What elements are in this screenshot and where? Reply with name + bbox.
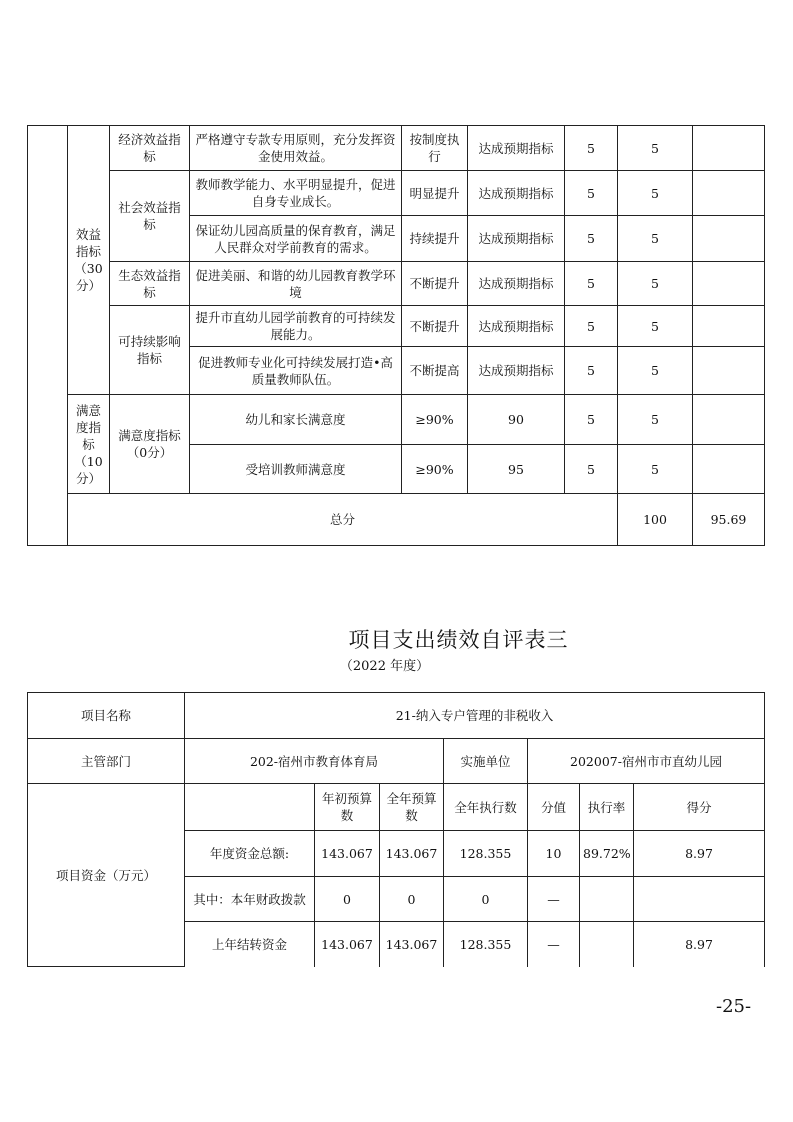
total-row — [28, 494, 765, 546]
table-row — [28, 306, 765, 347]
weight: — — [528, 922, 580, 967]
actual-value: 达成预期指标 — [468, 347, 565, 395]
target-value: ≥90% — [402, 395, 468, 445]
weight-value: 5 — [565, 216, 618, 262]
impl-label: 实施单位 — [444, 739, 528, 784]
weight-value: 5 — [565, 171, 618, 216]
column-header: 分值 — [528, 784, 580, 831]
remark-cell — [693, 306, 765, 347]
actual-value: 达成预期指标 — [468, 306, 565, 347]
remark-cell — [693, 347, 765, 395]
weight-value: 5 — [565, 306, 618, 347]
indicator-content: 严格遵守专款专用原则，充分发挥资金使用效益。 — [190, 126, 402, 171]
initial-budget: 0 — [315, 877, 380, 922]
project-funds-table — [27, 692, 765, 967]
weight-value: 5 — [565, 126, 618, 171]
target-value: 按制度执行 — [402, 126, 468, 171]
table-row — [28, 126, 765, 171]
actual-value: 达成预期指标 — [468, 171, 565, 216]
weight: — — [528, 877, 580, 922]
total-score: 95.69 — [693, 494, 765, 546]
table-header-row — [28, 784, 765, 831]
table-row — [28, 262, 765, 306]
project-name-value: 21-纳入专户管理的非税收入 — [185, 693, 765, 739]
table-row — [28, 171, 765, 216]
score-value: 5 — [618, 306, 693, 347]
executed: 128.355 — [444, 831, 528, 877]
indicator-content: 促进美丽、和谐的幼儿园教育教学环境 — [190, 262, 402, 306]
score-value: 5 — [618, 216, 693, 262]
sub-indicator: 满意度指标（0分） — [110, 395, 190, 494]
actual-value: 90 — [468, 395, 565, 445]
score-value: 5 — [618, 445, 693, 494]
indicator-content: 保证幼儿园高质量的保育教育，满足人民群众对学前教育的需求。 — [190, 216, 402, 262]
executed: 0 — [444, 877, 528, 922]
total-label: 总分 — [68, 494, 618, 546]
table-row — [28, 395, 765, 445]
remark-cell — [693, 445, 765, 494]
dept-label: 主管部门 — [28, 739, 185, 784]
column-header: 得分 — [634, 784, 765, 831]
full-budget: 143.067 — [380, 922, 444, 967]
sub-indicator: 可持续影响指标 — [110, 306, 190, 395]
sub-indicator: 经济效益指标 — [110, 126, 190, 171]
row-label-header — [185, 784, 315, 831]
initial-budget: 143.067 — [315, 922, 380, 967]
full-budget: 0 — [380, 877, 444, 922]
remark-cell — [693, 171, 765, 216]
page-subtitle: （2022 年度） — [339, 659, 430, 674]
page-number: -25- — [716, 996, 752, 1017]
score-value: 5 — [618, 171, 693, 216]
remark-cell — [693, 126, 765, 171]
exec-rate — [580, 877, 634, 922]
benefit-indicator-label: 效益指标（30分） — [68, 126, 110, 395]
impl-value: 202007-宿州市市直幼儿园 — [528, 739, 765, 784]
score-value: 5 — [618, 126, 693, 171]
project-name-label: 项目名称 — [28, 693, 185, 739]
table-row — [28, 739, 765, 784]
table-row — [28, 693, 765, 739]
remark-cell — [693, 216, 765, 262]
actual-value: 达成预期指标 — [468, 216, 565, 262]
executed: 128.355 — [444, 922, 528, 967]
row-label: 年度资金总额: — [185, 831, 315, 877]
actual-value: 95 — [468, 445, 565, 494]
exec-rate: 89.72% — [580, 831, 634, 877]
column-header: 执行率 — [580, 784, 634, 831]
exec-rate — [580, 922, 634, 967]
target-value: 持续提升 — [402, 216, 468, 262]
remark-cell — [693, 262, 765, 306]
total-weight: 100 — [618, 494, 693, 546]
dept-value: 202-宿州市教育体育局 — [185, 739, 444, 784]
score: 8.97 — [634, 831, 765, 877]
column-header: 全年预算数 — [380, 784, 444, 831]
indicator-content: 提升市直幼儿园学前教育的可持续发展能力。 — [190, 306, 402, 347]
score: 8.97 — [634, 922, 765, 967]
target-value: 不断提升 — [402, 262, 468, 306]
funds-label: 项目资金（万元） — [28, 784, 185, 967]
sub-indicator: 社会效益指标 — [110, 171, 190, 262]
sub-indicator: 生态效益指标 — [110, 262, 190, 306]
indicator-content: 教师教学能力、水平明显提升，促进自身专业成长。 — [190, 171, 402, 216]
score-value: 5 — [618, 347, 693, 395]
weight-value: 5 — [565, 395, 618, 445]
target-value: ≥90% — [402, 445, 468, 494]
performance-indicator-table — [27, 125, 765, 546]
weight-value: 5 — [565, 262, 618, 306]
row-label: 上年结转资金 — [185, 922, 315, 967]
score-value: 5 — [618, 395, 693, 445]
weight: 10 — [528, 831, 580, 877]
indicator-content: 促进教师专业化可持续发展打造•高质量教师队伍。 — [190, 347, 402, 395]
column-header: 年初预算数 — [315, 784, 380, 831]
target-value: 明显提升 — [402, 171, 468, 216]
column-header: 全年执行数 — [444, 784, 528, 831]
score — [634, 877, 765, 922]
initial-budget: 143.067 — [315, 831, 380, 877]
satisfaction-indicator-label: 满意度指标（10分） — [68, 395, 110, 494]
indicator-content: 受培训教师满意度 — [190, 445, 402, 494]
page-title: 项目支出绩效自评表三 — [348, 628, 569, 652]
weight-value: 5 — [565, 347, 618, 395]
weight-value: 5 — [565, 445, 618, 494]
row-label: 其中：本年财政拨款 — [185, 877, 315, 922]
actual-value: 达成预期指标 — [468, 126, 565, 171]
full-budget: 143.067 — [380, 831, 444, 877]
target-value: 不断提升 — [402, 306, 468, 347]
actual-value: 达成预期指标 — [468, 262, 565, 306]
blank-cell — [28, 126, 68, 546]
indicator-content: 幼儿和家长满意度 — [190, 395, 402, 445]
target-value: 不断提高 — [402, 347, 468, 395]
remark-cell — [693, 395, 765, 445]
score-value: 5 — [618, 262, 693, 306]
